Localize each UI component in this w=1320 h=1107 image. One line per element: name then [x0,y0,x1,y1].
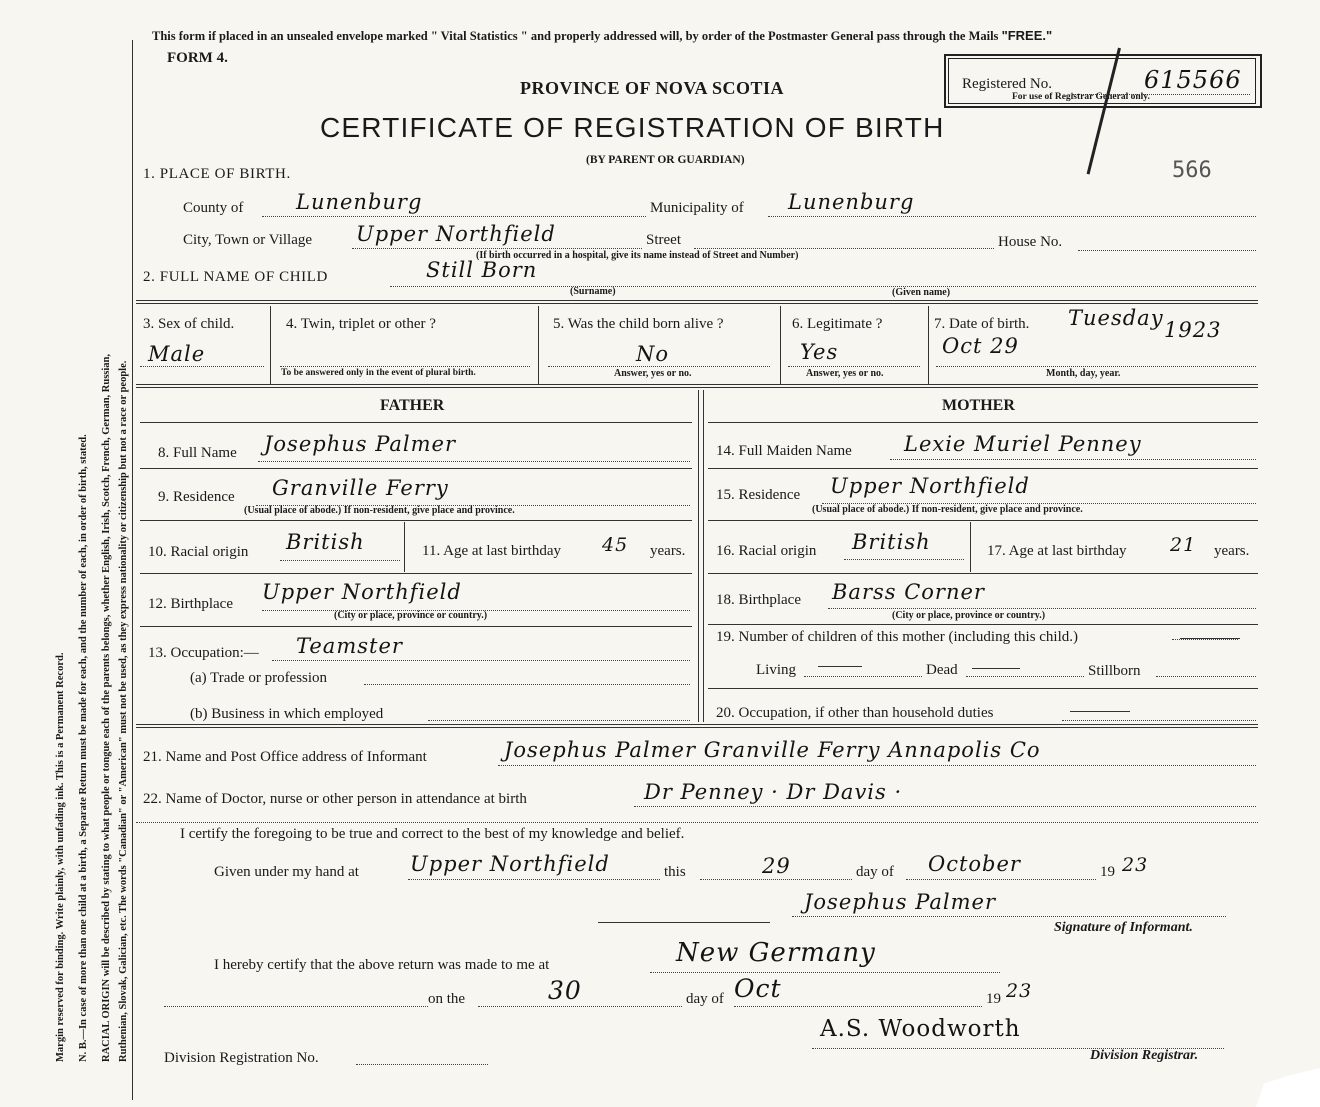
mother-name-value: Lexie Muriel Penney [904,432,1142,456]
father-residence-note: (Usual place of abode.) If non-resident, give place and province. [244,505,515,516]
registrar-statement: I hereby certify that the above return was made to me at [214,957,550,973]
rule-informant [136,724,1258,725]
alive-label: 5. Was the child born alive ? [553,316,724,332]
mother-race-value: British [852,530,931,554]
alive-note: Answer, yes or no. [614,368,692,379]
registered-box [944,54,1262,108]
rule-child [136,300,1258,301]
sex-value: Male [148,342,206,366]
day-of-label: day of [856,864,894,880]
trade-label: (a) Trade or profession [190,670,328,686]
child-name-label: 2. FULL NAME OF CHILD [143,269,328,285]
legitimate-label: 6. Legitimate ? [792,316,883,332]
father-age-label: 11. Age at last birthday [422,543,561,559]
registrar-day-of-label: day of [686,991,724,1007]
hospital-note: (If birth occurred in a hospital, give its name instead of Street and Number) [476,250,799,261]
division-registration-label: Division Registration No. [164,1050,319,1066]
mother-heading: MOTHER [942,397,1015,414]
county-label: County of [183,200,244,216]
rule-parents [136,384,1258,385]
mother-birthplace-value: Barss Corner [832,580,985,604]
doctor-label: 22. Name of Doctor, nurse or other person in attendance at birth [143,791,527,807]
informant-value: Josephus Palmer Granville Ferry Annapolis Co [504,738,1041,762]
street-label: Street [646,232,681,248]
mother-years-label: years. [1214,543,1250,559]
dob-year: 1923 [1164,318,1222,342]
mother-birthplace-label: 18. Birthplace [716,592,801,608]
mother-age-value: 21 [1170,534,1197,556]
given-place: Upper Northfield [410,852,610,876]
municipality-line [768,216,1256,217]
house-line [1078,250,1256,251]
dob-date: Oct 29 [942,334,1019,358]
margin-note-racial-origin-cont: Ruthenian, Slovak, Galician, etc. The words "Canadian" or "American" must not be used, as they express nationality or citizenship but not a race or people. [118,360,129,1062]
parents-divider [698,390,699,722]
city-label: City, Town or Village [183,232,313,248]
dob-note: Month, day, year. [1046,368,1121,379]
twin-note: To be answered only in the event of plural birth. [281,368,476,378]
on-the-label: on the [428,991,466,1007]
business-label: (b) Business in which employed [190,706,384,722]
given-label: Given under my hand at [214,864,359,880]
sex-label: 3. Sex of child. [143,316,235,332]
father-residence-label: 9. Residence [158,489,235,505]
dead-label: Dead [926,662,958,678]
dob-label: 7. Date of birth. [934,316,1030,332]
father-name-value: Josephus Palmer [264,432,457,456]
father-race-value: British [286,530,365,554]
registrar-year-suffix: 23 [1006,980,1033,1002]
registrar-signature: A.S. Woodworth [820,1016,1021,1042]
mother-birthplace-note: (City or place, province or country.) [892,610,1046,621]
margin-note-binding: Margin reserved for binding. Write plainly, with unfading ink. This is a Permanent Record. [55,652,66,1062]
municipality-value: Lunenburg [788,190,915,214]
father-heading: FATHER [380,397,445,414]
mother-residence-note: (Usual place of abode.) If non-resident, give place and province. [812,504,1083,515]
certify-statement: I certify the foregoing to be true and correct to the best of my knowledge and belief. [180,826,685,842]
county-value: Lunenburg [296,190,423,214]
father-race-label: 10. Racial origin [148,544,249,560]
province-heading: PROVINCE OF NOVA SCOTIA [520,78,785,98]
house-label: House No. [998,234,1063,250]
mother-age-label: 17. Age at last birthday [987,543,1127,559]
this-label: this [664,864,686,880]
municipality-label: Municipality of [650,200,744,216]
registrar-day: 30 [548,976,582,1005]
registrar-month: Oct [734,974,782,1003]
margin-border [132,40,133,1100]
registrar-place: New Germany [676,938,876,968]
children-count-label: 19. Number of children of this mother (including this child.) [716,629,1079,645]
dob-day: Tuesday [1068,306,1164,330]
legitimate-note: Answer, yes or no. [806,368,884,379]
registered-value: 615566 [1144,66,1242,94]
father-age-value: 45 [602,534,629,556]
father-name-label: 8. Full Name [158,445,237,461]
father-residence-value: Granville Ferry [272,476,449,500]
free-label: "FREE." [1001,28,1053,43]
father-birthplace-label: 12. Birthplace [148,596,233,612]
mother-occupation-label: 20. Occupation, if other than household duties [716,705,994,721]
mother-residence-value: Upper Northfield [830,474,1030,498]
city-value: Upper Northfield [356,222,556,246]
father-birthplace-note: (City or place, province or country.) [334,610,488,621]
margin-note-multiple-births: N. B.—In case of more than one child at a birth, a Separate Return must be made for each, and the number of each, in order of birth, stated. [78,434,89,1062]
certificate-title: CERTIFICATE OF REGISTRATION OF BIRTH [320,112,945,143]
alive-value: No [636,342,670,366]
mother-residence-label: 15. Residence [716,487,801,503]
form-number: FORM 4. [167,50,228,66]
informant-label: 21. Name and Post Office address of Informant [143,749,427,765]
father-birthplace-value: Upper Northfield [262,580,462,604]
doctor-value: Dr Penney · Dr Davis · [644,780,903,804]
certificate-subtitle: (BY PARENT OR GUARDIAN) [586,154,745,166]
certify-day: 29 [762,854,791,878]
given-name-note: (Given name) [892,287,951,298]
twin-label: 4. Twin, triplet or other ? [286,316,436,332]
stamp-number: 566 [1172,158,1212,183]
street-line [694,248,994,249]
informant-signature-label: Signature of Informant. [1054,920,1193,935]
margin-note-racial-origin: RACIAL ORIGIN will be described by stating to what people or tongue each of the parents belongs, whether English, Irish, Scotch, French, German, Russian, [101,353,112,1062]
certify-month: October [928,852,1021,876]
child-name-value: Still Born [426,258,538,282]
registrar-year-prefix: 19 [986,991,1001,1007]
stillborn-label: Stillborn [1088,663,1141,679]
registered-note: For use of Registrar General only. [1012,92,1150,102]
father-years-label: years. [650,543,686,559]
mother-race-label: 16. Racial origin [716,543,817,559]
informant-signature: Josephus Palmer [804,890,997,914]
child-name-line [390,286,1256,287]
county-line [262,216,646,217]
certify-year-prefix: 19 [1100,864,1115,880]
place-heading: 1. PLACE OF BIRTH. [143,166,291,182]
surname-note: (Surname) [570,286,616,297]
father-occupation-value: Teamster [296,634,403,658]
certify-year-suffix: 23 [1122,854,1149,876]
living-label: Living [756,662,796,678]
father-occupation-label: 13. Occupation:— [148,645,259,661]
mother-name-label: 14. Full Maiden Name [716,443,852,459]
postal-notice: This form if placed in an unsealed envelope marked " Vital Statistics " and properly addressed will, by order of the Postmaster General pass through the Mails "FREE." [152,28,1053,43]
registrar-signature-label: Division Registrar. [1090,1048,1199,1063]
legitimate-value: Yes [800,340,839,364]
registered-label: Registered No. [962,76,1052,92]
city-line [352,248,642,249]
torn-corner [1240,1068,1320,1107]
